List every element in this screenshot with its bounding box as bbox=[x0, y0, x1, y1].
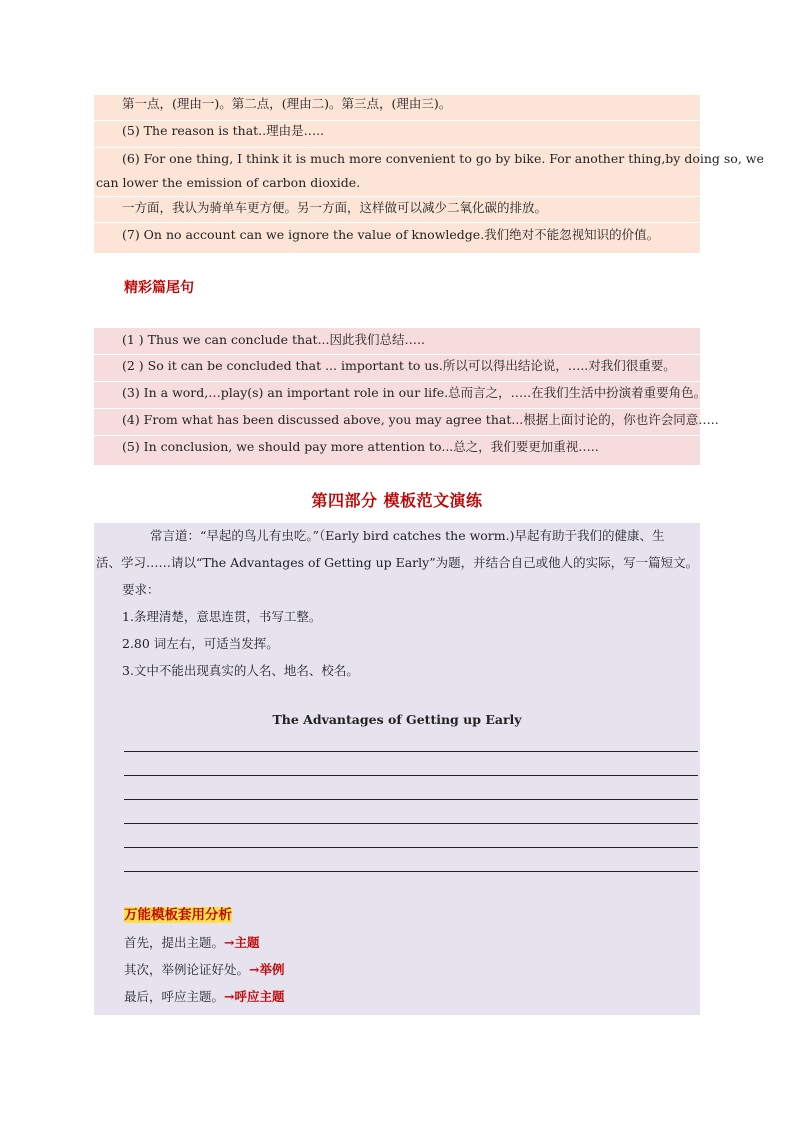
writing-line[interactable] bbox=[124, 847, 698, 848]
reason-line: 第一点，(理由一)。第二点，(理由二)。第三点，(理由三)。 bbox=[122, 96, 452, 111]
analysis-item: 其次，举例论证好处。→举例 bbox=[124, 962, 285, 977]
ending-box bbox=[94, 328, 719, 465]
reason-line: can lower the emission of carbon dioxide. bbox=[96, 175, 361, 190]
requirement-item: 1.条理清楚，意思连贯，书写工整。 bbox=[122, 609, 322, 624]
analysis-tag: →主题 bbox=[224, 935, 260, 950]
ending-line: (1 ) Thus we can conclude that...因此我们总结….. bbox=[122, 332, 425, 347]
reason-line: (6) For one thing, I think it is much more convenient to go by bike. For another thing,by doing so, we bbox=[122, 151, 764, 166]
requirement-item: 3.文中不能出现真实的人名、地名、校名。 bbox=[122, 663, 359, 678]
reason-line: (7) On no account can we ignore the value of knowledge.我们绝对不能忽视知识的价值。 bbox=[122, 227, 660, 242]
reason-line: (5) The reason is that..理由是….. bbox=[122, 123, 325, 138]
analysis-tag: →举例 bbox=[249, 962, 285, 977]
task-intro-line: 常言道：“早起的鸟儿有虫吃。”（Early bird catches the worm.)早起有助于我们的健康、生 bbox=[150, 528, 665, 543]
part-title: 第四部分 模板范文演练 bbox=[311, 491, 483, 510]
writing-line[interactable] bbox=[124, 775, 698, 776]
ending-heading: 精彩篇尾句 bbox=[124, 280, 194, 296]
reasons-box bbox=[94, 95, 764, 253]
ending-line: (5) In conclusion, we should pay more attention to...总之，我们要更加重视….. bbox=[122, 439, 599, 454]
task-box bbox=[94, 523, 700, 1015]
writing-line[interactable] bbox=[124, 751, 698, 752]
writing-line[interactable] bbox=[124, 799, 698, 800]
analysis-item: 首先，提出主题。→主题 bbox=[124, 935, 260, 950]
requirement-item: 2.80 词左右，可适当发挥。 bbox=[122, 636, 279, 651]
ending-line: (3) In a word,…play(s) an important role in our life.总而言之，…..在我们生活中扮演着重要角色。 bbox=[122, 385, 707, 400]
ending-line: (2 ) So it can be concluded that ... important to us.所以可以得出结论说，…..对我们很重要。 bbox=[122, 358, 676, 373]
writing-line[interactable] bbox=[124, 823, 698, 824]
analysis-item: 最后，呼应主题。→呼应主题 bbox=[124, 989, 285, 1004]
requirements-label: 要求： bbox=[122, 582, 160, 597]
reason-line: 一方面，我认为骑单车更方便。另一方面，这样做可以减少二氧化碳的排放。 bbox=[122, 200, 548, 215]
writing-line[interactable] bbox=[124, 871, 698, 872]
analysis-heading: 万能模板套用分析 bbox=[124, 907, 232, 923]
task-intro-line: 活、学习……请以“The Advantages of Getting up Early”为题，并结合自己或他人的实际，写一篇短文。 bbox=[96, 555, 699, 570]
essay-title: The Advantages of Getting up Early bbox=[272, 712, 522, 727]
ending-line: (4) From what has been discussed above, you may agree that...根据上面讨论的，你也许会同意….. bbox=[122, 412, 719, 427]
analysis-tag: →呼应主题 bbox=[224, 989, 285, 1004]
